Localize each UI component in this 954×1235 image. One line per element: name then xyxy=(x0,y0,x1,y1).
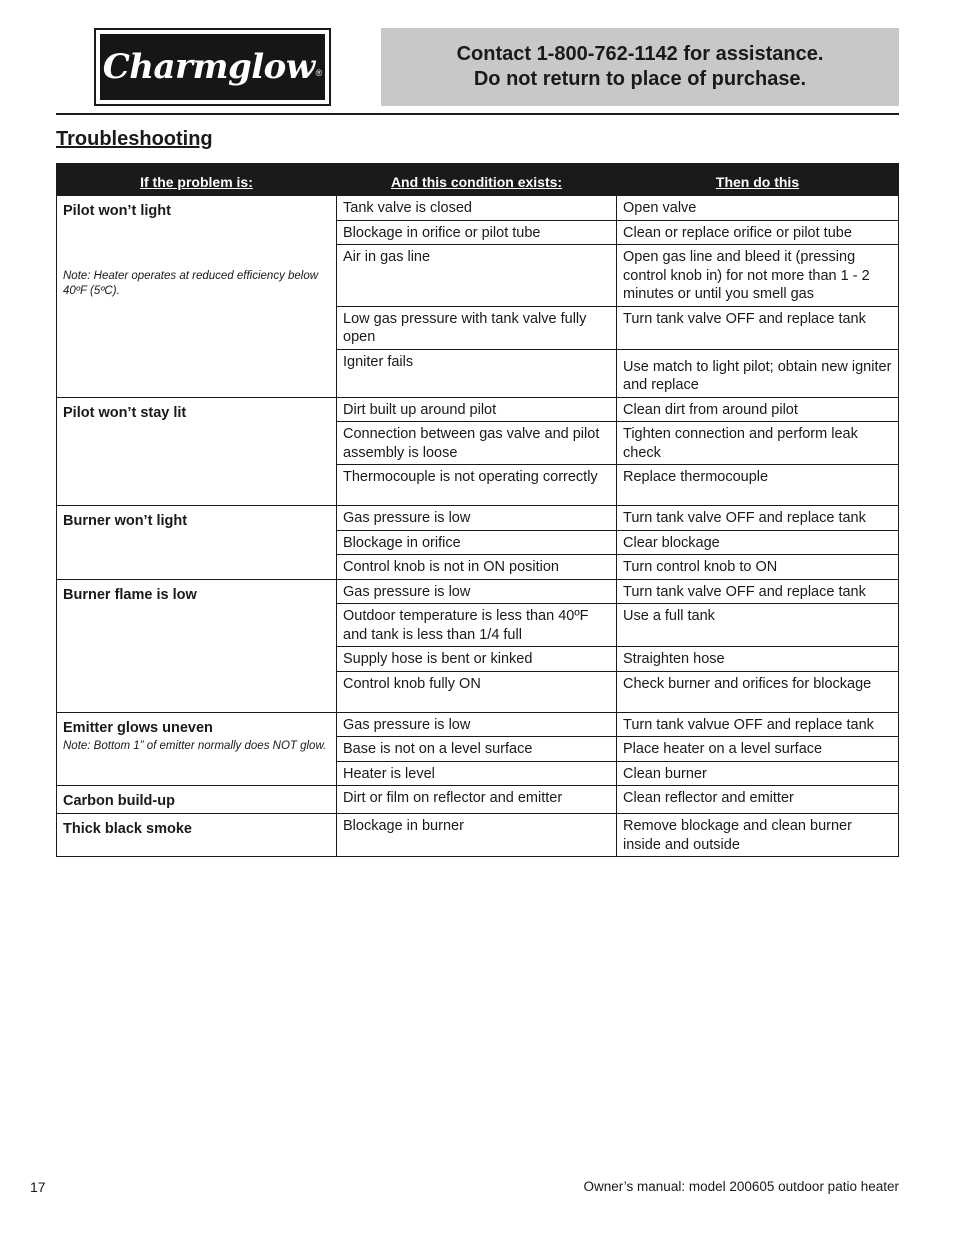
table-row xyxy=(57,397,899,422)
problem-cell xyxy=(57,712,337,786)
condition-cell: Thermocouple is not operating correctly xyxy=(337,465,617,506)
condition-cell: Tank valve is closed xyxy=(337,196,617,221)
condition-cell: Gas pressure is low xyxy=(337,506,617,531)
logo-panel xyxy=(100,34,325,100)
problem-label: Pilot won’t light xyxy=(63,203,171,219)
return-notice-line: Do not return to place of purchase. xyxy=(473,68,807,90)
table-row xyxy=(57,814,899,857)
problem-cell xyxy=(57,814,337,857)
header-divider xyxy=(56,113,899,115)
problem-note: Note: Bottom 1” of emitter normally does NOT glow. xyxy=(63,740,327,752)
condition-cell: Outdoor temperature is less than 40ºF and tank is less than 1/4 full xyxy=(337,604,617,647)
action-cell: Turn tank valve OFF and replace tank xyxy=(617,306,899,349)
logo-wordmark: Charmglow xyxy=(102,47,315,87)
action-cell: Clear blockage xyxy=(617,530,899,555)
condition-cell: Heater is level xyxy=(337,761,617,786)
action-cell: Remove blockage and clean burner inside and outside xyxy=(617,814,899,857)
condition-cell: Air in gas line xyxy=(337,245,617,307)
condition-cell: Blockage in burner xyxy=(337,814,617,857)
action-cell: Turn tank valve OFF and replace tank xyxy=(617,506,899,531)
table-header-row xyxy=(57,164,899,196)
table-row xyxy=(57,786,899,814)
problem-label: Carbon build-up xyxy=(63,793,175,809)
action-cell: Clean dirt from around pilot xyxy=(617,397,899,422)
condition-cell: Connection between gas valve and pilot assembly is loose xyxy=(337,422,617,465)
table-body xyxy=(57,196,899,857)
condition-cell: Gas pressure is low xyxy=(337,712,617,737)
column-header-action: Then do this xyxy=(617,164,899,196)
condition-cell: Igniter fails xyxy=(337,349,617,397)
action-cell: Clean burner xyxy=(617,761,899,786)
condition-cell: Low gas pressure with tank valve fully open xyxy=(337,306,617,349)
condition-cell: Control knob fully ON xyxy=(337,671,617,712)
problem-cell xyxy=(57,397,337,506)
problem-label: Pilot won’t stay lit xyxy=(63,404,187,421)
problem-cell xyxy=(57,786,337,814)
column-header-condition: And this condition exists: xyxy=(337,164,617,196)
action-cell: Turn tank valve OFF and replace tank xyxy=(617,579,899,604)
condition-cell: Blockage in orifice xyxy=(337,530,617,555)
condition-cell: Supply hose is bent or kinked xyxy=(337,647,617,672)
problem-note: Note: Heater operates at reduced efficiency below 40ºF (5ºC). xyxy=(63,269,319,297)
action-cell: Check burner and orifices for blockage xyxy=(617,671,899,712)
contact-phone-line: Contact 1-800-762-1142 for assistance. xyxy=(456,43,824,65)
column-header-problem: If the problem is: xyxy=(57,164,337,196)
contact-banner xyxy=(381,28,899,106)
action-cell: Replace thermocouple xyxy=(617,465,899,506)
troubleshooting-table xyxy=(56,163,899,857)
condition-cell: Base is not on a level surface xyxy=(337,737,617,762)
problem-label: Burner flame is low xyxy=(63,586,197,603)
table-row xyxy=(57,579,899,604)
registered-mark: ® xyxy=(315,68,323,78)
problem-label: Thick black smoke xyxy=(63,821,192,837)
action-cell: Clean or replace orifice or pilot tube xyxy=(617,220,899,245)
action-cell: Turn control knob to ON xyxy=(617,555,899,580)
action-cell: Open gas line and bleed it (pressing control knob in) for not more than 1 - 2 minutes or until you smell gas xyxy=(617,245,899,307)
condition-cell: Blockage in orifice or pilot tube xyxy=(337,220,617,245)
action-cell: Clean reflector and emitter xyxy=(617,786,899,814)
section-title: Troubleshooting xyxy=(56,128,213,150)
problem-label: Emitter glows uneven xyxy=(63,719,213,736)
action-cell: Turn tank valvue OFF and replace tank xyxy=(617,712,899,737)
table-row xyxy=(57,506,899,531)
action-cell: Place heater on a level surface xyxy=(617,737,899,762)
brand-logo xyxy=(94,28,331,106)
action-cell: Open valve xyxy=(617,196,899,221)
table-row xyxy=(57,196,899,221)
page-number: 17 xyxy=(30,1179,46,1195)
action-cell: Straighten hose xyxy=(617,647,899,672)
condition-cell: Control knob is not in ON position xyxy=(337,555,617,580)
table-row xyxy=(57,712,899,737)
problem-cell xyxy=(57,196,337,398)
action-cell: Use match to light pilot; obtain new igniter and replace xyxy=(617,349,899,397)
condition-cell: Gas pressure is low xyxy=(337,579,617,604)
problem-cell xyxy=(57,579,337,712)
condition-cell: Dirt built up around pilot xyxy=(337,397,617,422)
action-cell: Tighten connection and perform leak check xyxy=(617,422,899,465)
problem-cell xyxy=(57,506,337,580)
problem-label: Burner won’t light xyxy=(63,513,188,529)
action-cell: Use a full tank xyxy=(617,604,899,647)
footer-manual-title: Owner’s manual: model 200605 outdoor patio heater xyxy=(583,1179,899,1194)
condition-cell: Dirt or film on reflector and emitter xyxy=(337,786,617,814)
